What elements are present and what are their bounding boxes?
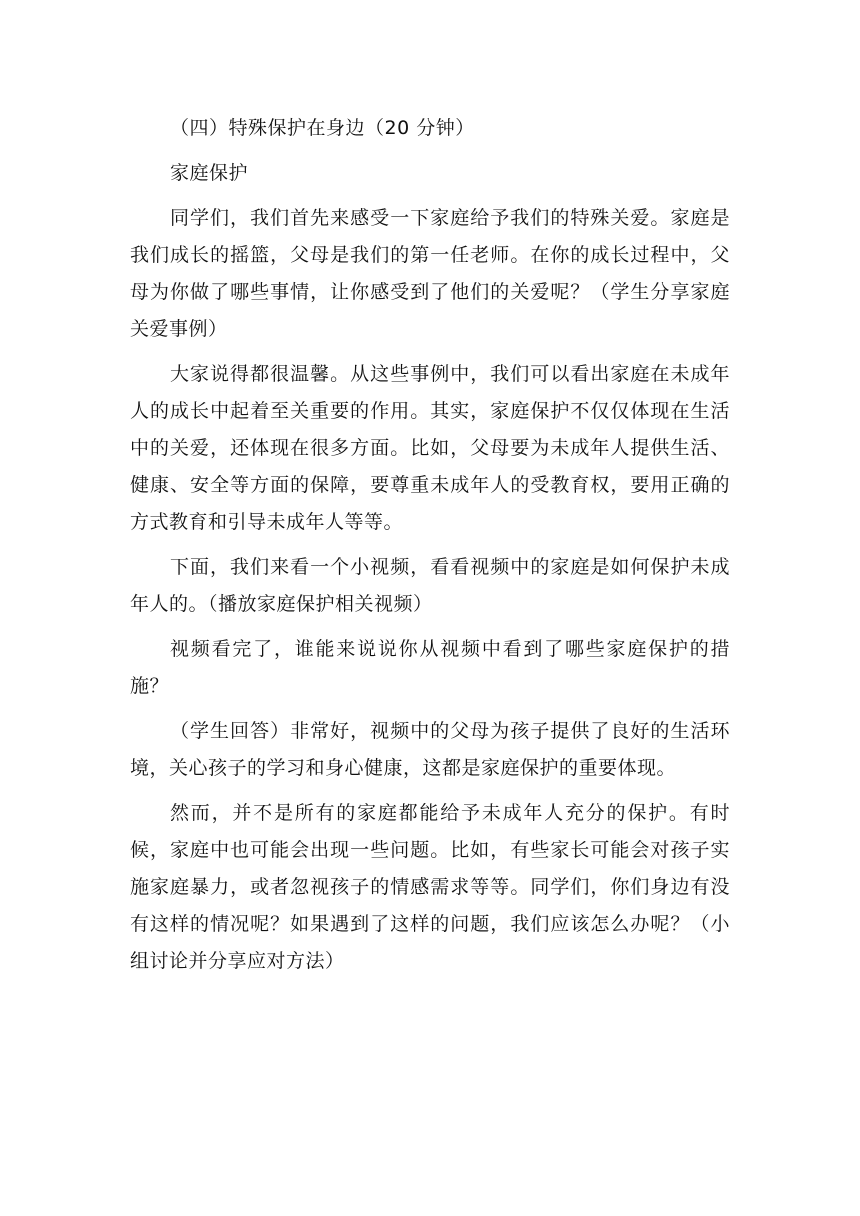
paragraph-discussion: 然而，并不是所有的家庭都能给予未成年人充分的保护。有时候，家庭中也可能会出现一些问题。比如，有些家长可能会对孩子实施家庭暴力，或者忽视孩子的情感需求等等。同学们，你们身边有没有这样的情况呢？如果遇到了这样的问题，我们应该怎么办呢？（小组讨论并分享应对方法） bbox=[130, 802, 730, 972]
document-body bbox=[130, 110, 730, 980]
paragraph-answer: （学生回答）非常好，视频中的父母为孩子提供了良好的生活环境，关心孩子的学习和身心健康，这都是家庭保护的重要体现。 bbox=[130, 720, 730, 779]
paragraph-video: 下面，我们来看一个小视频，看看视频中的家庭是如何保护未成年人的。（播放家庭保护相关视频） bbox=[130, 556, 730, 615]
paragraph-intro: 同学们，我们首先来感受一下家庭给予我们的特殊关爱。家庭是我们成长的摇篮，父母是我们的第一任老师。在你的成长过程中，父母为你做了哪些事情，让你感受到了他们的关爱呢？（学生分享家庭关爱事例） bbox=[130, 207, 730, 340]
paragraph-importance: 大家说得都很温馨。从这些事例中，我们可以看出家庭在未成年人的成长中起着至关重要的作用。其实，家庭保护不仅仅体现在生活中的关爱，还体现在很多方面。比如，父母要为未成年人提供生活、健康、安全等方面的保障，要尊重未成年人的受教育权，要用正确的方式教育和引导未成年人等等。 bbox=[130, 363, 730, 533]
section-heading: （四）特殊保护在身边（20 分钟） bbox=[170, 117, 475, 139]
paragraph-question: 视频看完了，谁能来说说你从视频中看到了哪些家庭保护的措施？ bbox=[130, 638, 730, 697]
subheading: 家庭保护 bbox=[170, 162, 249, 184]
